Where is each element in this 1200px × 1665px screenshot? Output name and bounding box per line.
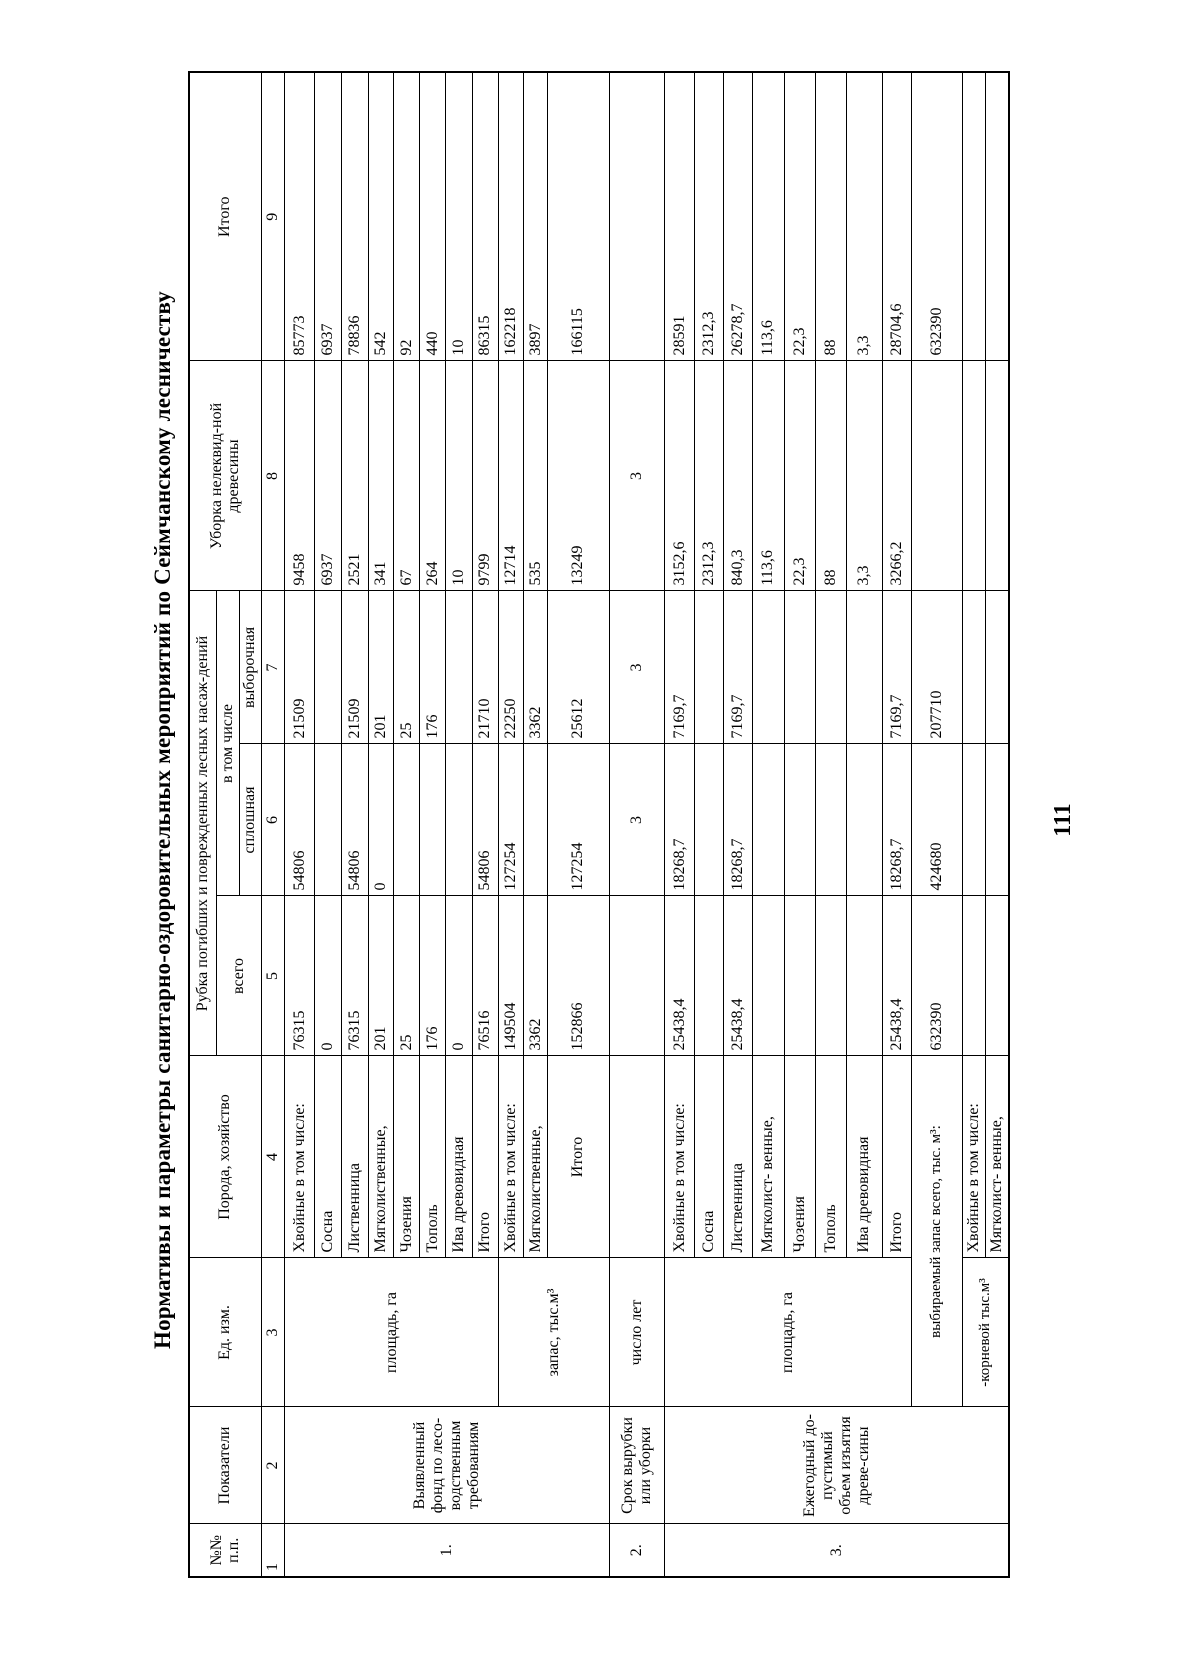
species-cell: Мягколиственные, bbox=[368, 1056, 394, 1258]
value-cell: 2312,3 bbox=[695, 361, 724, 591]
header-total-all: всего bbox=[217, 896, 262, 1056]
section-number: 1. bbox=[285, 1524, 609, 1577]
section-indicator: Срок вырубки или уборки bbox=[609, 1407, 665, 1524]
species-cell: Мягколиственные, bbox=[524, 1056, 547, 1258]
species-cell: Тополь bbox=[419, 1056, 446, 1258]
header-clear: сплошная bbox=[239, 744, 261, 896]
value-cell: 3266,2 bbox=[882, 361, 911, 591]
header-col-number: 2 bbox=[261, 1407, 284, 1524]
value-cell: 3 bbox=[609, 361, 665, 591]
value-cell: 113,6 bbox=[752, 361, 784, 591]
page-title: Нормативы и параметры санитарно-оздоровительных мероприятий по Сеймчанскому лесничеству bbox=[150, 290, 175, 1350]
species-cell: Чозения bbox=[784, 1056, 815, 1258]
value-cell: 3 bbox=[609, 744, 665, 896]
value-cell: 207710 bbox=[911, 591, 962, 744]
unit-cell: выбираемый запас всего, тыс. м³: bbox=[911, 1056, 962, 1407]
value-cell: 18268,7 bbox=[723, 744, 752, 896]
value-cell: 152866 bbox=[547, 896, 609, 1056]
species-cell: Мягколист- венные, bbox=[986, 1056, 1009, 1258]
header-row-1 bbox=[189, 72, 217, 1577]
value-cell: 25438,4 bbox=[665, 896, 695, 1056]
species-cell: Сосна bbox=[695, 1056, 724, 1258]
value-cell: 0 bbox=[368, 744, 394, 896]
value-cell bbox=[446, 591, 473, 744]
value-cell: 92 bbox=[394, 72, 420, 361]
value-cell: 26278,7 bbox=[723, 72, 752, 361]
value-cell bbox=[846, 744, 882, 896]
species-cell: Тополь bbox=[815, 1056, 846, 1258]
header-indicator: Показатели bbox=[189, 1407, 261, 1524]
header-col-number: 1 bbox=[261, 1524, 284, 1577]
value-cell: 13249 bbox=[547, 361, 609, 591]
value-cell bbox=[695, 744, 724, 896]
table-row bbox=[962, 72, 981, 1577]
value-cell bbox=[962, 72, 985, 361]
value-cell bbox=[962, 896, 985, 1056]
table-row bbox=[609, 72, 665, 1577]
section-number: 2. bbox=[609, 1524, 665, 1577]
value-cell bbox=[846, 896, 882, 1056]
value-cell: 3 bbox=[609, 591, 665, 744]
value-cell bbox=[609, 72, 665, 361]
value-cell: 54806 bbox=[341, 744, 368, 896]
header-cleanup: Уборка нелеквид-ной древесины bbox=[189, 361, 261, 591]
value-cell: 149504 bbox=[498, 896, 524, 1056]
header-col-number: 4 bbox=[261, 1056, 284, 1258]
value-cell: 341 bbox=[368, 361, 394, 591]
value-cell bbox=[986, 896, 1009, 1056]
value-cell bbox=[695, 896, 724, 1056]
species-cell: Чозения bbox=[394, 1056, 420, 1258]
value-cell: 9458 bbox=[285, 361, 315, 591]
value-cell: 18268,7 bbox=[665, 744, 695, 896]
value-cell: 25 bbox=[394, 896, 420, 1056]
species-cell: Ива древовидная bbox=[846, 1056, 882, 1258]
value-cell: 535 bbox=[524, 361, 547, 591]
value-cell bbox=[986, 744, 1009, 896]
value-cell: 440 bbox=[419, 72, 446, 361]
header-num: №№ п.п. bbox=[189, 1524, 261, 1577]
page-number: 111 bbox=[1050, 803, 1076, 837]
value-cell: 88 bbox=[815, 361, 846, 591]
unit-cell: -корневой тыс.м³ bbox=[962, 1258, 1009, 1407]
header-including: в том числе bbox=[217, 591, 239, 896]
value-cell bbox=[962, 361, 985, 591]
value-cell bbox=[695, 591, 724, 744]
value-cell: 28704,6 bbox=[882, 72, 911, 361]
value-cell bbox=[846, 591, 882, 744]
header-numbers-row bbox=[261, 72, 284, 1577]
value-cell: 25 bbox=[394, 591, 420, 744]
value-cell: 25612 bbox=[547, 591, 609, 744]
value-cell: 0 bbox=[315, 896, 342, 1056]
value-cell bbox=[986, 72, 1009, 361]
value-cell bbox=[962, 744, 985, 896]
table-row bbox=[911, 72, 962, 1577]
value-cell: 6937 bbox=[315, 361, 342, 591]
value-cell bbox=[962, 591, 985, 744]
value-cell: 632390 bbox=[911, 72, 962, 361]
value-cell: 25438,4 bbox=[882, 896, 911, 1056]
value-cell: 632390 bbox=[911, 896, 962, 1056]
value-cell bbox=[419, 744, 446, 896]
table-row bbox=[285, 72, 315, 1577]
header-itogo: Итого bbox=[189, 72, 261, 361]
value-cell bbox=[784, 744, 815, 896]
value-cell bbox=[815, 744, 846, 896]
value-cell: 3152,6 bbox=[665, 361, 695, 591]
header-col-number: 6 bbox=[261, 744, 284, 896]
unit-cell: площадь, га bbox=[285, 1258, 498, 1407]
value-cell bbox=[394, 744, 420, 896]
value-cell: 21710 bbox=[473, 591, 499, 744]
unit-cell: площадь, га bbox=[665, 1258, 912, 1407]
value-cell: 12714 bbox=[498, 361, 524, 591]
value-cell: 127254 bbox=[498, 744, 524, 896]
table-row bbox=[498, 72, 524, 1577]
value-cell: 18268,7 bbox=[882, 744, 911, 896]
value-cell: 88 bbox=[815, 72, 846, 361]
value-cell: 86315 bbox=[473, 72, 499, 361]
value-cell: 201 bbox=[368, 896, 394, 1056]
value-cell bbox=[815, 591, 846, 744]
section-number: 3. bbox=[665, 1524, 1009, 1577]
value-cell: 22,3 bbox=[784, 361, 815, 591]
value-cell bbox=[986, 361, 1009, 591]
species-cell: Итого bbox=[547, 1056, 609, 1258]
header-unit: Ед. изм. bbox=[189, 1258, 261, 1407]
value-cell: 76315 bbox=[341, 896, 368, 1056]
species-cell: Хвойные в том числе: bbox=[962, 1056, 985, 1258]
norms-table bbox=[188, 71, 1010, 1578]
value-cell: 3,3 bbox=[846, 361, 882, 591]
value-cell: 162218 bbox=[498, 72, 524, 361]
section-indicator: Ежегодный до-пустимый объем изъятия древе-сины bbox=[665, 1407, 1009, 1524]
value-cell bbox=[784, 896, 815, 1056]
value-cell: 22,3 bbox=[784, 72, 815, 361]
unit-cell: число лет bbox=[609, 1258, 665, 1407]
species-cell: Итого bbox=[882, 1056, 911, 1258]
species-cell: Лиственница bbox=[341, 1056, 368, 1258]
value-cell: 3362 bbox=[524, 591, 547, 744]
species-cell bbox=[609, 1056, 665, 1258]
value-cell: 2521 bbox=[341, 361, 368, 591]
value-cell bbox=[911, 361, 962, 591]
value-cell: 3362 bbox=[524, 896, 547, 1056]
species-cell: Мягколист- венные, bbox=[752, 1056, 784, 1258]
species-cell: Хвойные в том числе: bbox=[498, 1056, 524, 1258]
value-cell: 840,3 bbox=[723, 361, 752, 591]
species-cell: Итого bbox=[473, 1056, 499, 1258]
value-cell: 166115 bbox=[547, 72, 609, 361]
header-selective: выборочная bbox=[239, 591, 261, 744]
species-cell: Лиственница bbox=[723, 1056, 752, 1258]
value-cell bbox=[315, 591, 342, 744]
value-cell: 10 bbox=[446, 72, 473, 361]
value-cell: 127254 bbox=[547, 744, 609, 896]
species-cell: Сосна bbox=[315, 1056, 342, 1258]
value-cell bbox=[446, 744, 473, 896]
value-cell: 7169,7 bbox=[882, 591, 911, 744]
header-cutting: Рубка погибших и поврежденных лесных насаж-дений bbox=[189, 591, 217, 1056]
value-cell bbox=[986, 591, 1009, 744]
value-cell: 7169,7 bbox=[665, 591, 695, 744]
header-col-number: 5 bbox=[261, 896, 284, 1056]
value-cell: 28591 bbox=[665, 72, 695, 361]
value-cell bbox=[784, 591, 815, 744]
header-species: Порода, хозяйство bbox=[189, 1056, 261, 1258]
value-cell: 21509 bbox=[341, 591, 368, 744]
value-cell: 54806 bbox=[285, 744, 315, 896]
header-col-number: 8 bbox=[261, 361, 284, 591]
header-col-number: 3 bbox=[261, 1258, 284, 1407]
value-cell: 78836 bbox=[341, 72, 368, 361]
value-cell: 6937 bbox=[315, 72, 342, 361]
value-cell: 85773 bbox=[285, 72, 315, 361]
table-row bbox=[665, 72, 695, 1577]
value-cell: 7169,7 bbox=[723, 591, 752, 744]
value-cell: 176 bbox=[419, 591, 446, 744]
value-cell bbox=[752, 896, 784, 1056]
value-cell: 264 bbox=[419, 361, 446, 591]
value-cell bbox=[609, 896, 665, 1056]
value-cell bbox=[815, 896, 846, 1056]
unit-cell: запас, тыс.м³ bbox=[498, 1258, 609, 1407]
value-cell: 424680 bbox=[911, 744, 962, 896]
value-cell bbox=[752, 744, 784, 896]
value-cell: 76315 bbox=[285, 896, 315, 1056]
value-cell: 76516 bbox=[473, 896, 499, 1056]
value-cell: 54806 bbox=[473, 744, 499, 896]
value-cell bbox=[752, 591, 784, 744]
value-cell: 21509 bbox=[285, 591, 315, 744]
header-col-number: 9 bbox=[261, 72, 284, 361]
value-cell: 2312,3 bbox=[695, 72, 724, 361]
species-cell: Хвойные в том числе: bbox=[285, 1056, 315, 1258]
value-cell: 201 bbox=[368, 591, 394, 744]
value-cell: 3897 bbox=[524, 72, 547, 361]
value-cell: 9799 bbox=[473, 361, 499, 591]
species-cell: Ива древовидная bbox=[446, 1056, 473, 1258]
species-cell: Хвойные в том числе: bbox=[665, 1056, 695, 1258]
value-cell: 0 bbox=[446, 896, 473, 1056]
value-cell: 113,6 bbox=[752, 72, 784, 361]
value-cell bbox=[315, 744, 342, 896]
header-col-number: 7 bbox=[261, 591, 284, 744]
value-cell: 22250 bbox=[498, 591, 524, 744]
value-cell: 542 bbox=[368, 72, 394, 361]
rotated-page bbox=[0, 40, 1200, 1600]
section-indicator: Выявленный фонд по лесо-водственным требованиям bbox=[285, 1407, 609, 1524]
value-cell bbox=[524, 744, 547, 896]
value-cell: 25438,4 bbox=[723, 896, 752, 1056]
value-cell: 67 bbox=[394, 361, 420, 591]
value-cell: 176 bbox=[419, 896, 446, 1056]
value-cell: 10 bbox=[446, 361, 473, 591]
value-cell: 3,3 bbox=[846, 72, 882, 361]
